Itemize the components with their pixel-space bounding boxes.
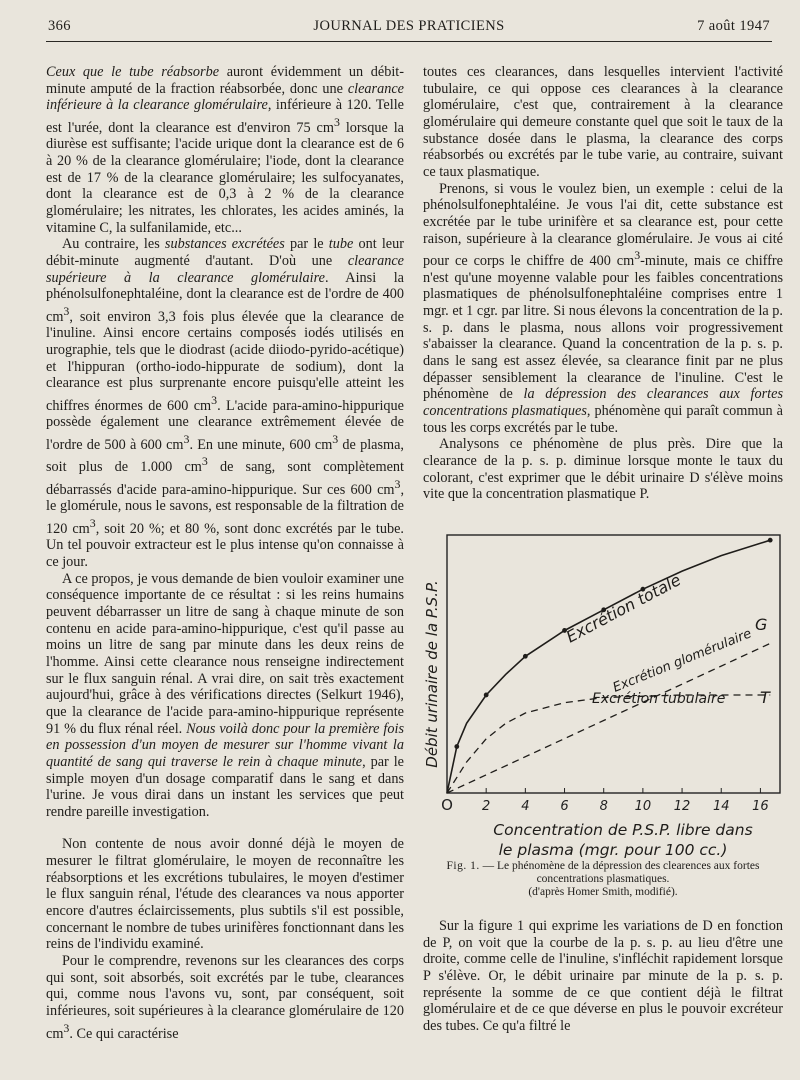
page-header — [48, 18, 770, 40]
x-tick-label: 12 — [673, 799, 691, 814]
right-column-top — [423, 64, 783, 503]
x-tick-label: 6 — [560, 799, 569, 814]
label-excretion-glomerulaire: Excrétion glomérulaire — [610, 626, 754, 696]
page-number: 366 — [48, 18, 71, 34]
series-line-excrétion-totale — [447, 540, 770, 793]
figure-1 — [410, 530, 785, 859]
paragraph: Sur la figure 1 qui exprime les variations de D en fonction de P, on voit que la courbe de la p. s. p. au lieu d'être une droite, comme celle de l'inuline, s'infléchit rapidement lorsque P s'élève. Or, le débit urinaire par minute de la p. s. p. représente la somme de ce que contient déjà le filtrat glomérulaire et de ce que déverse en plus le pouvoir excréteur des tubes. Ce qu'a filtré le — [423, 918, 783, 1034]
x-tick-label: 10 — [634, 799, 652, 814]
paragraph: Non contente de nous avoir donné déjà le moyen de mesurer le filtrat glomérulaire, le moyen de reconnaître les réabsorptions et les excrétions tubulaires, le moyen d'estimer le flux sanguin rénal, l'étude des clearances va nous apporter encore d'autres éclaircissements, plus subtils s'il est possible, concernant le nombre de tubes urinifères fonctionnant dans les reins de l'individu examiné. — [46, 836, 404, 953]
label-t: T — [760, 688, 770, 707]
data-point — [768, 538, 773, 543]
series-line-excrétion-tubulaire — [447, 695, 770, 793]
data-point — [484, 693, 489, 698]
series-line-excrétion-glomérulaire — [447, 643, 770, 793]
y-axis-label: Débit urinaire de la P.S.P. — [423, 580, 441, 768]
header-rule — [46, 41, 772, 42]
left-column — [46, 64, 404, 1064]
chart-svg — [410, 530, 785, 859]
caption-source: (d'après Homer Smith, modifié). — [528, 886, 678, 898]
x-tick-label: O — [441, 796, 453, 814]
x-axis-label-line2: le plasma (mgr. pour 100 cc.) — [498, 841, 728, 859]
caption-label: Fig. 1. — [446, 860, 480, 872]
paragraph: Prenons, si vous le voulez bien, un exemple : celui de la phénolsulfonephtaléine. Je vous l'ai dit, cette substance est excrétée par le tube urinifère et sa clearance est, pour cette raison, supérieure à la clearance glomérulaire. Je vous ai cité pour ce corps le chiffre de 400 $cm^3$-minute, mais ce chiffre n'est qu'une moyenne valable pour les faibles concentrations plasmatiques de phénolsulfonephtaléine comprises entre 1 mgr. et 1 cgr. par litre. Si nous élevons la concentration de la p. s. p. dans le plasma, nous allons voir progressivement s'abaisser la clearance. Quand la concentration de la p. s. p. dans le sang est assez élevée, sa clearance finit par ne plus dépasser sensiblement la clearance de l'inuline. C'est le phénomène de la dépression des clearances aux fortes concentrations plasmatiques, phénomène qui paraît commun à tous les corps excrétés par le tube. — [423, 180, 783, 436]
label-g: G — [755, 615, 768, 634]
paragraph: Au contraire, les substances excrétées par le tube ont leur débit-minute augmenté d'autant. D'où une clearance supérieure à la clearance glomérulaire. Ainsi la phénolsulfonephtaléine, dont la clearance est de l'ordre de 400 $cm^3$, soit environ 3,3 fois plus élevée que la clearance de l'inuline. Ainsi encore certains composés iodés utilisés en urographie, tels que le diodrast (acide diiodo-pyrido-acétique) et l'hippuran (ortho-iodo-hippurate de sodium), dont la clearance est plus surprenante encore puisqu'elle atteint les chiffres énormes de 600 $cm^3$. L'acide para-amino-hippurique possède également une clearance extrêmement élevée de l'ordre de 500 à 600 $cm^3$. En une minute, 600 $cm^3$ de plasma, soit plus de 1.000 $cm^3$ de sang, sont complètement débarrassés d'acide para-amino-hippurique. Sur ces 600 $cm^3$, le glomérule, nous le savons, est responsable de la filtration de 120 $cm^3$, soit 20 %; et 80 %, sont donc excrétés par le tube. Un tel pouvoir extracteur est le plus intense qu'on connaisse à ce jour. — [46, 236, 404, 570]
journal-title: JOURNAL DES PRATICIENS — [313, 18, 505, 34]
x-tick-label: 16 — [752, 799, 769, 814]
label-excretion-totale: Excrétion totale — [562, 570, 684, 647]
paragraph: Ceux que le tube réabsorbe auront évidemment un débit-minute amputé de la fraction réabsorbée, donc une clearance inférieure à la clearance glomérulaire, inférieure à 120. Telle est l'urée, dont la clearance est d'environ 75 $cm^3$ lorsque la diurèse est suffisante; l'acide urique dont la clearance est de 6 à 20 % de la clearance glomérulaire; l'iode, dont la clearance est de 17 % de la clearance glomérulaire; les sulfocyanates, dont la clearance est de 0,3 à 2 % de la clearance glomérulaire; les nitrates, les chlorates, les acides aminés, la vitamine C, la sulfanilamide, etc... — [46, 64, 405, 236]
figure-caption — [423, 860, 783, 899]
label-excretion-tubulaire: Excrétion tubulaire — [592, 691, 726, 707]
x-tick-label: 8 — [599, 799, 608, 814]
x-axis-label-line1: Concentration de P.S.P. libre dans — [493, 821, 753, 839]
paragraph: Pour le comprendre, revenons sur les clearances des corps qui sont, soit absorbés, soit excrétés par le tube, clearances qui, comme nous l'avons vu, sont, par conséquent, soit inférieures, soit supérieures à la clearance glomérulaire de 120 $cm^3$. Ce qui caractérise — [46, 953, 404, 1042]
issue-date: 7 août 1947 — [697, 18, 770, 34]
data-point — [523, 654, 528, 659]
x-tick-label: 14 — [712, 799, 730, 814]
x-tick-label: 4 — [521, 799, 530, 814]
data-point — [454, 744, 459, 749]
x-tick-label: 2 — [482, 799, 491, 814]
right-column-bottom — [423, 918, 783, 1035]
caption-text: — Le phénomène de la dépression des clearences aux fortes concentrations plasmatiques. — [482, 860, 760, 885]
paragraph: toutes ces clearances, dans lesquelles intervient l'activité tubulaire, ce qui oppose ces clearances à la clearance glomérulaire, c'est que, contrairement à la clearance glomérulaire qui demeure constante quel que soit le taux de la substance dosée dans le plasma, la clearance des corps réabsorbés ou excrétés par le tube varie, au contraire, suivant ce taux plasmatique. — [423, 64, 783, 180]
paragraph: A ce propos, je vous demande de bien vouloir examiner une conséquence importante de ce résultat : si les reins humains peuvent débarrasser un litre de sang à chaque minute de son contenu en acide para-amino-hippurique, c'est qu'il passe au moins un litre de sang par minute dans les deux reins de l'homme. Ainsi cette clearance nous renseigne indirectement sur le flux sanguin rénal. A vrai dire, on sait très exactement aujourd'hui, grâce à des vérifications directes (Selkurt 1946), que la clearance de l'acide para-amino-hippurique représente 91 % du flux rénal réel. Nous voilà donc pour la première fois en possession d'un moyen de mesurer sur l'homme vivant la quantité de sang qui traverse le rein à chaque minute, par le simple moyen d'un dosage comparatif dans le sang et dans l'urine. Je vous dirai dans un instant les services que peut rendre pareille investigation. — [46, 570, 404, 820]
paragraph: Analysons ce phénomène de plus près. Dire que la clearance de la p. s. p. diminue lorsque monte le taux du colorant, c'est exprimer que le débit urinaire D s'élève moins vite que la concentration plasmatique P. — [423, 436, 783, 503]
plot-frame — [447, 535, 780, 793]
